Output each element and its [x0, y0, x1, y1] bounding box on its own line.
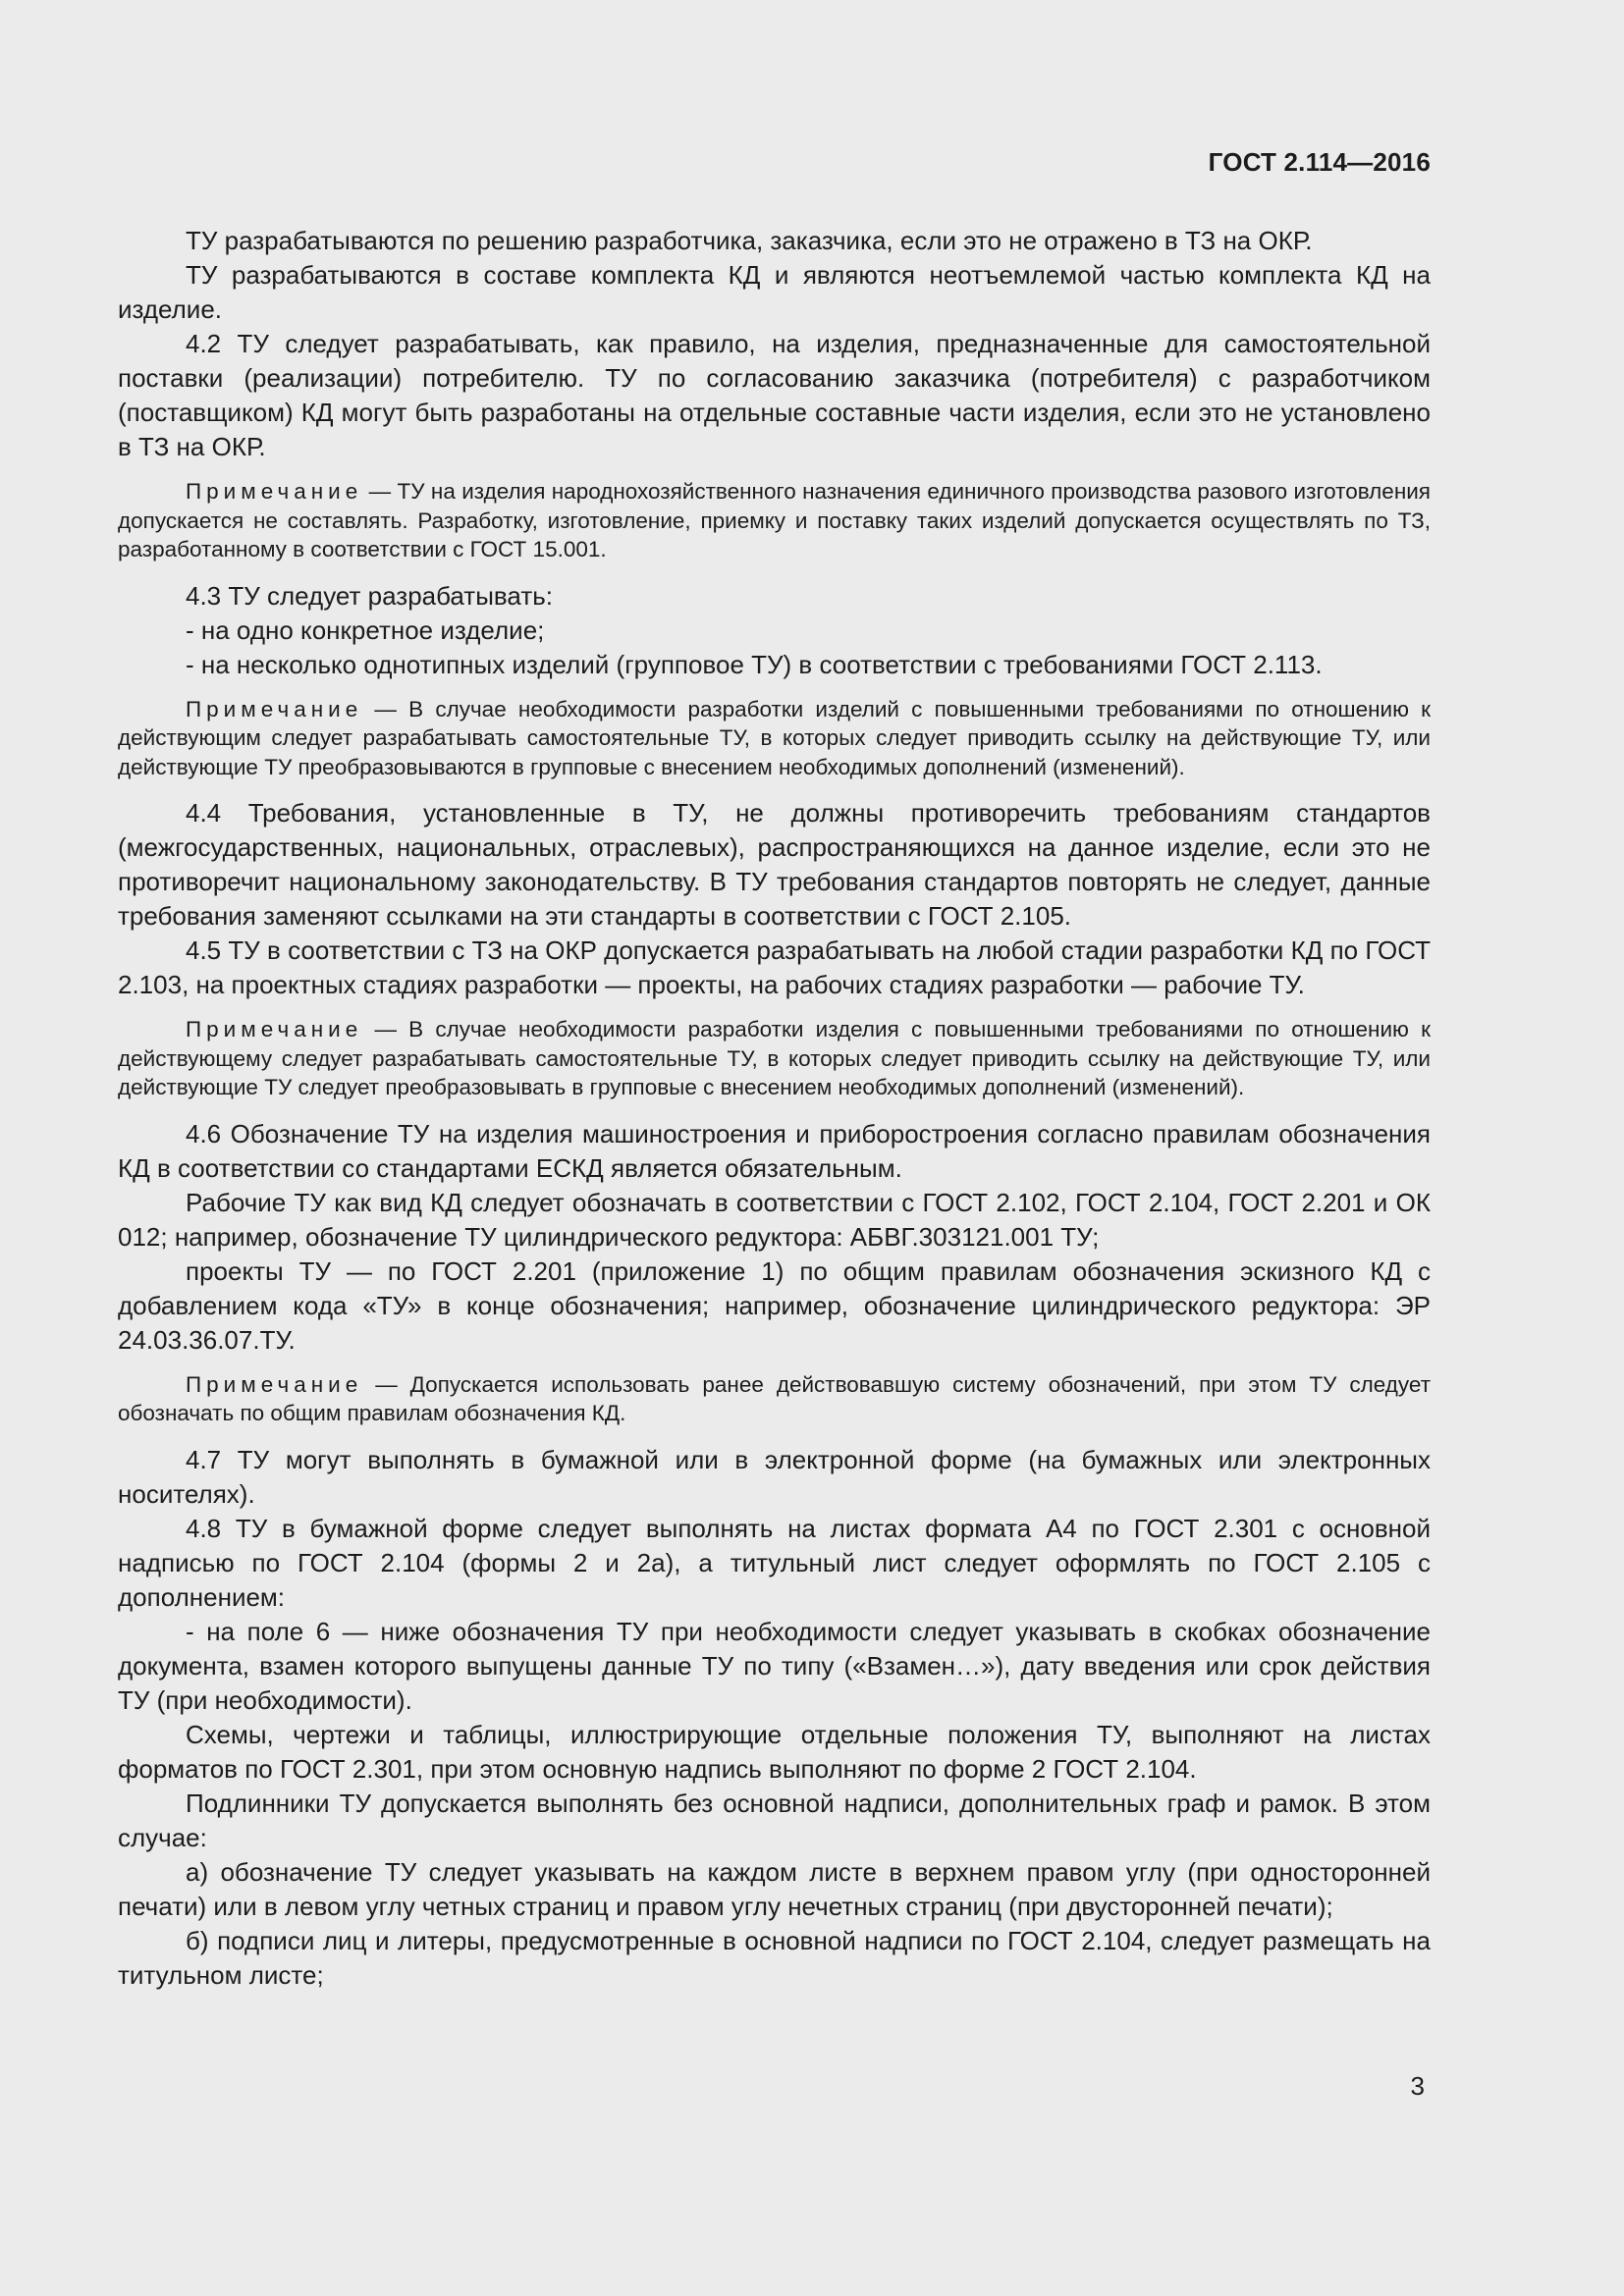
paragraph-4-8: 4.8 ТУ в бумажной форме следует выполнять на листах формата А4 по ГОСТ 2.301 с основной надписью по ГОСТ 2.104 (формы 2 и 2а), а титульный лист следует оформлять по ГОСТ 2.105 с дополнением:	[118, 1513, 1431, 1612]
paragraph-4-4: 4.4 Требования, установленные в ТУ, не должны противоречить требованиям стандартов (межгосударственных, национальных, отраслевых), распространяющихся на данное изделие, если это не противоречит национальному законодательству. В ТУ требования стандартов повторять не следует, данные требования заменяют ссылками на эти стандарты в соответствии с ГОСТ 2.105.	[118, 798, 1431, 931]
paragraph: Схемы, чертежи и таблицы, иллюстрирующие отдельные положения ТУ, выполняют на листах форматов по ГОСТ 2.301, при этом основную надпись выполняют по форме 2 ГОСТ 2.104.	[118, 1719, 1431, 1784]
note-label: Примечание	[186, 479, 363, 504]
paragraph-4-2: 4.2 ТУ следует разрабатывать, как правило, на изделия, предназначенные для самостоятельной поставки (реализации) потребителю. ТУ по согласованию заказчика (потребителя) с разработчиком (поставщиком) КД могут быть разработаны на отдельные составные части изделия, если это не установлено в ТЗ на ОКР.	[118, 329, 1431, 461]
paragraph-4-6: 4.6 Обозначение ТУ на изделия машиностроения и приборостроения согласно правилам обозначения КД в соответствии со стандартами ЕСКД является обязательным.	[118, 1118, 1431, 1183]
paragraph: ТУ разрабатываются в составе комплекта КД и являются неотъемлемой частью комплекта КД на изделие.	[118, 260, 1431, 324]
paragraph-4-5: 4.5 ТУ в соответствии с ТЗ на ОКР допускается разрабатывать на любой стадии разработки КД по ГОСТ 2.103, на проектных стадиях разработки — проекты, на рабочих стадиях разработки — рабочие ТУ.	[118, 935, 1431, 999]
note-text: — ТУ на изделия народнохозяйственного назначения единичного производства разового изготовления допускается не составлять. Разработку, изготовление, приемку и поставку таких изделий допускается осуществлять по ТЗ, разработанному в соответствии с ГОСТ 15.001.	[118, 479, 1431, 561]
paragraph: Рабочие ТУ как вид КД следует обозначать в соответствии с ГОСТ 2.102, ГОСТ 2.104, ГОСТ 2.201 и ОК 012; например, обозначение ТУ цилиндрического редуктора: АБВГ.303121.001 ТУ;	[118, 1187, 1431, 1252]
note-label: Примечание	[186, 696, 363, 721]
note	[118, 695, 1431, 782]
paragraph-4-7: 4.7 ТУ могут выполнять в бумажной или в электронной форме (на бумажных или электронных носителях).	[118, 1444, 1431, 1509]
note-label: Примечание	[186, 1017, 363, 1041]
note-text: — В случае необходимости разработки изделия с повышенными требованиями по отношению к действующему следует разрабатывать самостоятельные ТУ, в которых следует приводить ссылку на действующие ТУ, или действующие ТУ следует преобразовывать в групповые с внесением необходимых дополнений (изменений).	[118, 1017, 1431, 1099]
list-item: б) подписи лиц и литеры, предусмотренные в основной надписи по ГОСТ 2.104, следует размещать на титульном листе;	[118, 1925, 1431, 1990]
list-item: - на поле 6 — ниже обозначения ТУ при необходимости следует указывать в скобках обозначение документа, взамен которого выпущены данные ТУ по типу («Взамен…»), дату введения или срок действия ТУ (при необходимости).	[118, 1616, 1431, 1715]
list-item: - на несколько однотипных изделий (групповое ТУ) в соответствии с требованиями ГОСТ 2.113.	[186, 649, 1323, 679]
list-item: - на одно конкретное изделие;	[186, 614, 545, 645]
paragraph: ТУ разрабатываются по решению разработчика, заказчика, если это не отражено в ТЗ на ОКР.	[186, 226, 1313, 255]
list-item: а) обозначение ТУ следует указывать на каждом листе в верхнем правом углу (при односторонней печати) или в левом углу четных страниц и правом углу нечетных страниц (при двусторонней печати);	[118, 1856, 1431, 1921]
document-body	[118, 224, 1431, 1993]
note	[118, 477, 1431, 564]
page-number: 3	[1410, 2071, 1425, 2101]
note-text: — Допускается использовать ранее действовавшую систему обозначений, при этом ТУ следует обозначать по общим правилам обозначения КД.	[118, 1371, 1431, 1425]
note	[118, 1015, 1431, 1102]
paragraph: Подлинники ТУ допускается выполнять без основной надписи, дополнительных граф и рамок. В этом случае:	[118, 1788, 1431, 1852]
document-code-header: ГОСТ 2.114—2016	[1208, 147, 1431, 177]
paragraph: проекты ТУ — по ГОСТ 2.201 (приложение 1) по общим правилам обозначения эскизного КД с добавлением кода «ТУ» в конце обозначения; например, обозначение цилиндрического редуктора: ЭР 24.03.36.07.ТУ.	[118, 1255, 1431, 1355]
note	[118, 1370, 1431, 1428]
note-text: — В случае необходимости разработки изделий с повышенными требованиями по отношению к действующим следует разрабатывать самостоятельные ТУ, в которых следует приводить ссылку на действующие ТУ, или действующие ТУ преобразовываются в групповые с внесением необходимых дополнений (изменений).	[118, 696, 1431, 779]
paragraph-4-3: 4.3 ТУ следует разрабатывать:	[186, 580, 553, 611]
note-label: Примечание	[186, 1371, 363, 1397]
